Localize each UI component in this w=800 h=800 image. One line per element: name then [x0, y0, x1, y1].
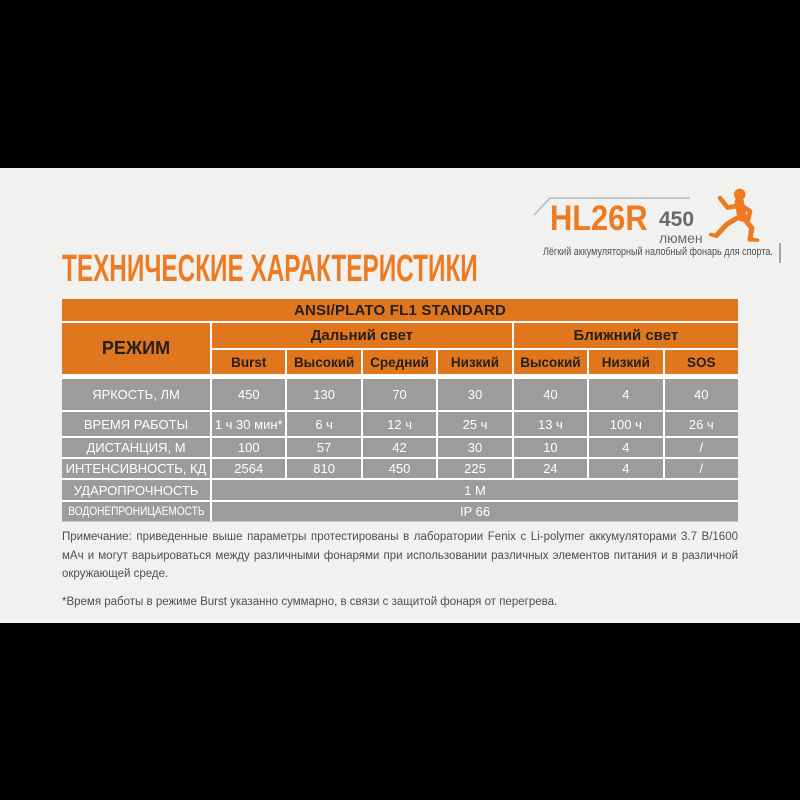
row-label-brightness: ЯРКОСТЬ, ЛМ [62, 379, 210, 410]
tagline-divider [779, 243, 781, 263]
table-cell: 4 [589, 438, 662, 457]
table-cell: 130 [287, 379, 360, 410]
table-cell: 13 ч [514, 412, 587, 436]
column-header-far-low: Низкий [438, 350, 511, 374]
table-cell: 30 [438, 438, 511, 457]
row-label-impact-resistance: УДАРОПРОЧНОСТЬ [62, 480, 210, 500]
table-cell: 450 [363, 459, 436, 478]
spec-slide [0, 168, 800, 623]
table-cell: 12 ч [363, 412, 436, 436]
table-cell: 4 [589, 379, 662, 410]
lumens-value: 450 [659, 208, 695, 231]
table-cell: 25 ч [438, 412, 511, 436]
column-header-far-mid: Средний [363, 350, 436, 374]
letterbox-bottom [0, 623, 800, 800]
spec-table-header [62, 299, 738, 374]
table-cell: 450 [212, 379, 285, 410]
column-header-burst: Burst [212, 350, 285, 374]
row-label-intensity: ИНТЕНСИВНОСТЬ, КД [62, 459, 210, 478]
table-cell: 26 ч [665, 412, 738, 436]
notes-disclaimer: Примечание: приведенные выше параметры протестированы в лаборатории Fenix с Li-polymer аккумуляторами 3.7 В/1600 мАч и могут варьироваться между различными фонарями при использовании различных элементов питания и в различной окружающей среде. [62, 531, 738, 581]
group-header-far-light: Дальний свет [212, 323, 512, 348]
product-tagline: Лёгкий аккумуляторный налобный фонарь для спорта. [543, 246, 773, 258]
table-cell: 100 ч [589, 412, 662, 436]
merged-value-cell: IP 66 [212, 502, 738, 521]
mode-header-cell: РЕЖИМ [62, 323, 210, 374]
column-header-near-high: Высокий [514, 350, 587, 374]
column-header-sos: SOS [665, 350, 738, 374]
table-cell: 30 [438, 379, 511, 410]
table-cell: 24 [514, 459, 587, 478]
spec-table [62, 299, 738, 522]
page-title: ТЕХНИЧЕСКИЕ ХАРАКТЕРИСТИКИ [62, 248, 478, 290]
table-cell: 4 [589, 459, 662, 478]
table-cell: 40 [665, 379, 738, 410]
row-label-runtime: ВРЕМЯ РАБОТЫ [62, 412, 210, 436]
column-header-far-high: Высокий [287, 350, 360, 374]
runner-icon [708, 186, 764, 244]
column-header-near-low: Низкий [589, 350, 662, 374]
table-cell: 6 ч [287, 412, 360, 436]
table-cell: 40 [514, 379, 587, 410]
table-cell: 100 [212, 438, 285, 457]
table-cell: 57 [287, 438, 360, 457]
table-cell: 225 [438, 459, 511, 478]
row-label-waterproof: ВОДОНЕПРОНИЦАЕМОСТЬ [62, 502, 210, 521]
letterbox-top [0, 0, 800, 168]
standard-header-cell: ANSI/PLATO FL1 STANDARD [62, 299, 738, 321]
table-cell: 1 ч 30 мин* [212, 412, 285, 436]
merged-value-cell: 1 М [212, 480, 738, 500]
table-cell: 42 [363, 438, 436, 457]
table-cell: / [665, 459, 738, 478]
product-model: HL26R [550, 199, 648, 238]
table-cell: 70 [363, 379, 436, 410]
lumens-unit: люмен [659, 230, 703, 246]
table-cell: 2564 [212, 459, 285, 478]
row-label-distance: ДИСТАНЦИЯ, М [62, 438, 210, 457]
group-header-near-light: Ближний свет [514, 323, 738, 348]
spec-table-body [62, 379, 738, 521]
table-cell: 810 [287, 459, 360, 478]
table-cell: / [665, 438, 738, 457]
table-cell: 10 [514, 438, 587, 457]
notes-block [62, 528, 738, 612]
notes-footnote: *Время работы в режиме Burst указанно суммарно, в связи с защитой фонаря от перегрева. [62, 595, 558, 608]
